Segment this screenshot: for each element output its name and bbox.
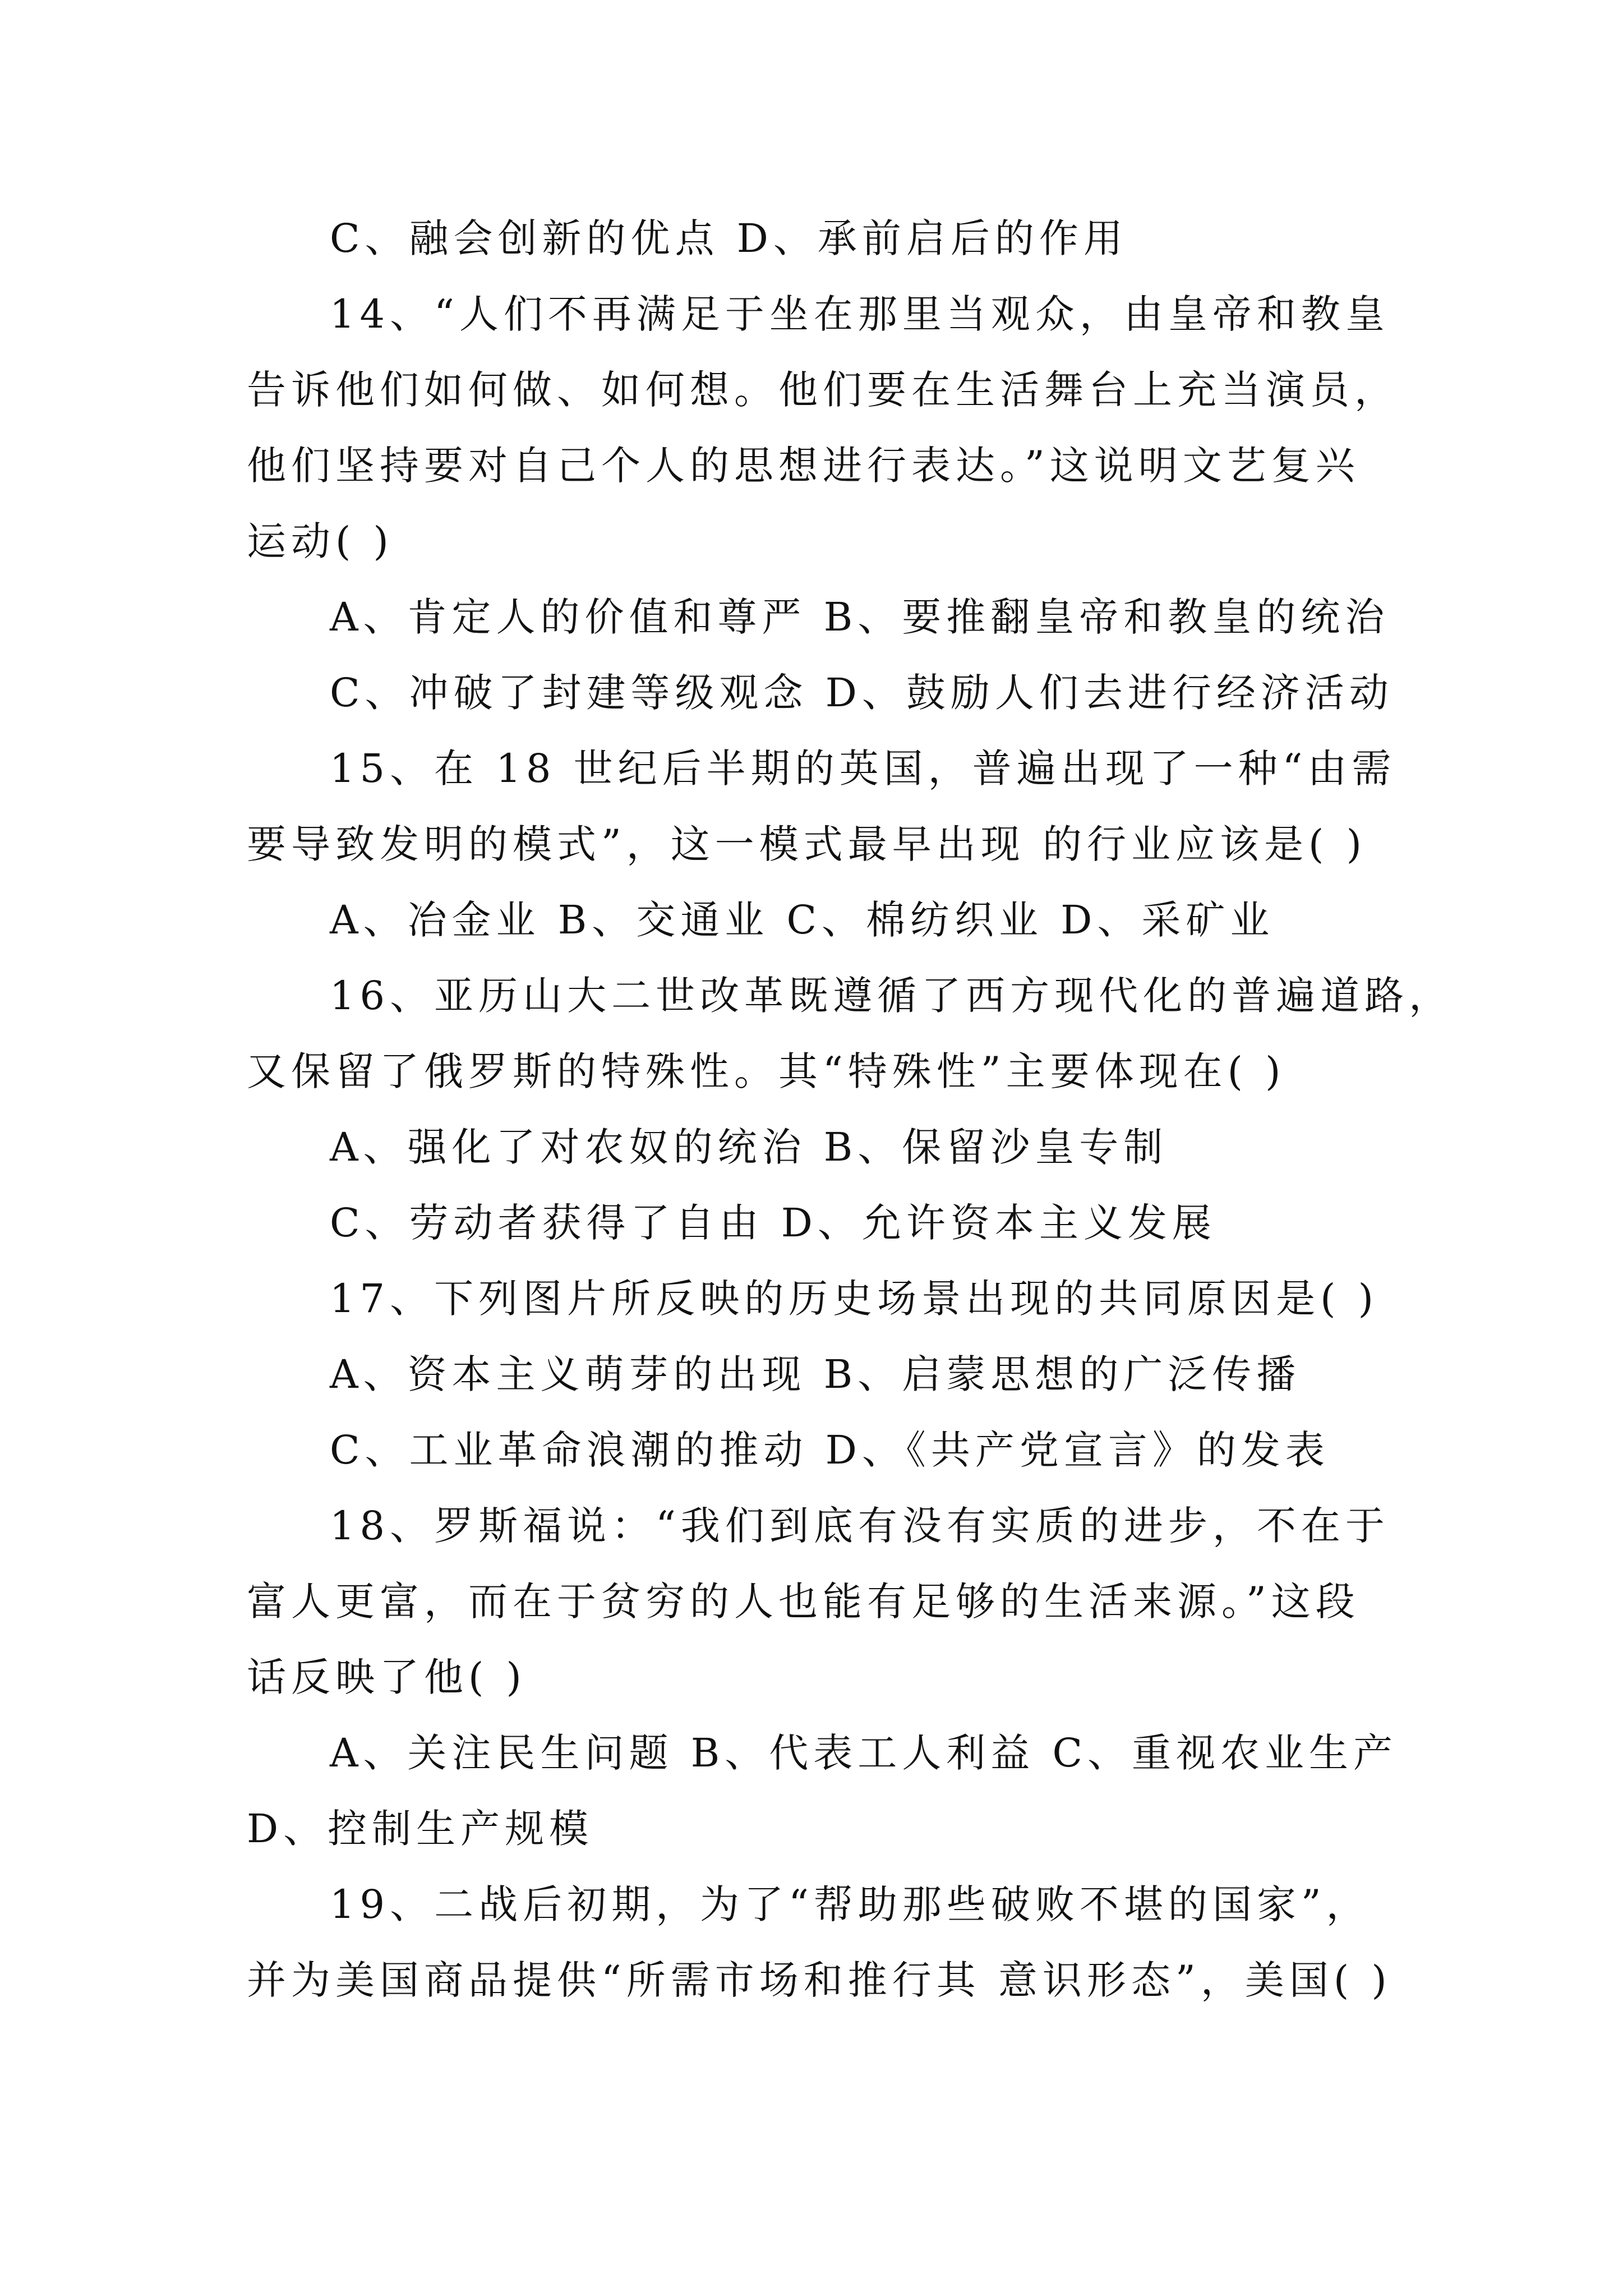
text-line: 19、二战后初期，为了“帮助那些破败不堪的国家”， [330, 1881, 1371, 1927]
text-line: 并为美国商品提供“所需市场和推行其 意识形态”，美国( ) [247, 1957, 1392, 2003]
text-line: 15、在 18 世纪后半期的英国，普遍出现了一种“由需 [330, 746, 1396, 792]
text-line: A、关注民生问题 B、代表工人利益 C、重视农业生产 [330, 1730, 1398, 1776]
text-line: A、资本主义萌芽的出现 B、启蒙思想的广泛传播 [330, 1351, 1301, 1397]
text-line: 运动( ) [247, 518, 394, 564]
text-line: 告诉他们如何做、如何想。他们要在生活舞台上充当演员， [247, 367, 1399, 413]
text-line: A、强化了对农奴的统治 B、保留沙皇专制 [330, 1124, 1168, 1170]
text-line: 他们坚持要对自己个人的思想进行表达。”这说明文艺复兴 [247, 443, 1360, 489]
text-line: D、控制生产规模 [247, 1806, 594, 1852]
text-line: 富人更富，而在于贫穷的人也能有足够的生活来源。”这段 [247, 1579, 1360, 1625]
text-line: C、冲破了封建等级观念 D、鼓励人们去进行经济活动 [330, 670, 1394, 716]
text-line: 话反映了他( ) [247, 1654, 527, 1700]
text-line: C、工业革命浪潮的推动 D、《共产党宣言》的发表 [330, 1427, 1330, 1473]
text-line: 17、下列图片所反映的历史场景出现的共同原因是( ) [330, 1276, 1378, 1322]
text-line: C、融会创新的优点 D、承前启后的作用 [330, 215, 1128, 261]
text-line: 14、“人们不再满足于坐在那里当观众，由皇帝和教皇 [330, 291, 1390, 337]
text-line: A、冶金业 B、交通业 C、棉纺织业 D、采矿业 [330, 897, 1275, 943]
text-line: C、劳动者获得了自由 D、允许资本主义发展 [330, 1200, 1216, 1246]
text-line: 18、罗斯福说：“我们到底有没有实质的进步，不在于 [330, 1503, 1390, 1549]
text-line: 16、亚历山大二世改革既遵循了西方现代化的普遍道路， [330, 973, 1454, 1019]
text-line: A、肯定人的价值和尊严 B、要推翻皇帝和教皇的统治 [330, 594, 1390, 640]
text-line: 要导致发明的模式”，这一模式最早出现 的行业应该是( ) [247, 821, 1367, 867]
text-line: 又保留了俄罗斯的特殊性。其“特殊性”主要体现在( ) [247, 1048, 1286, 1094]
